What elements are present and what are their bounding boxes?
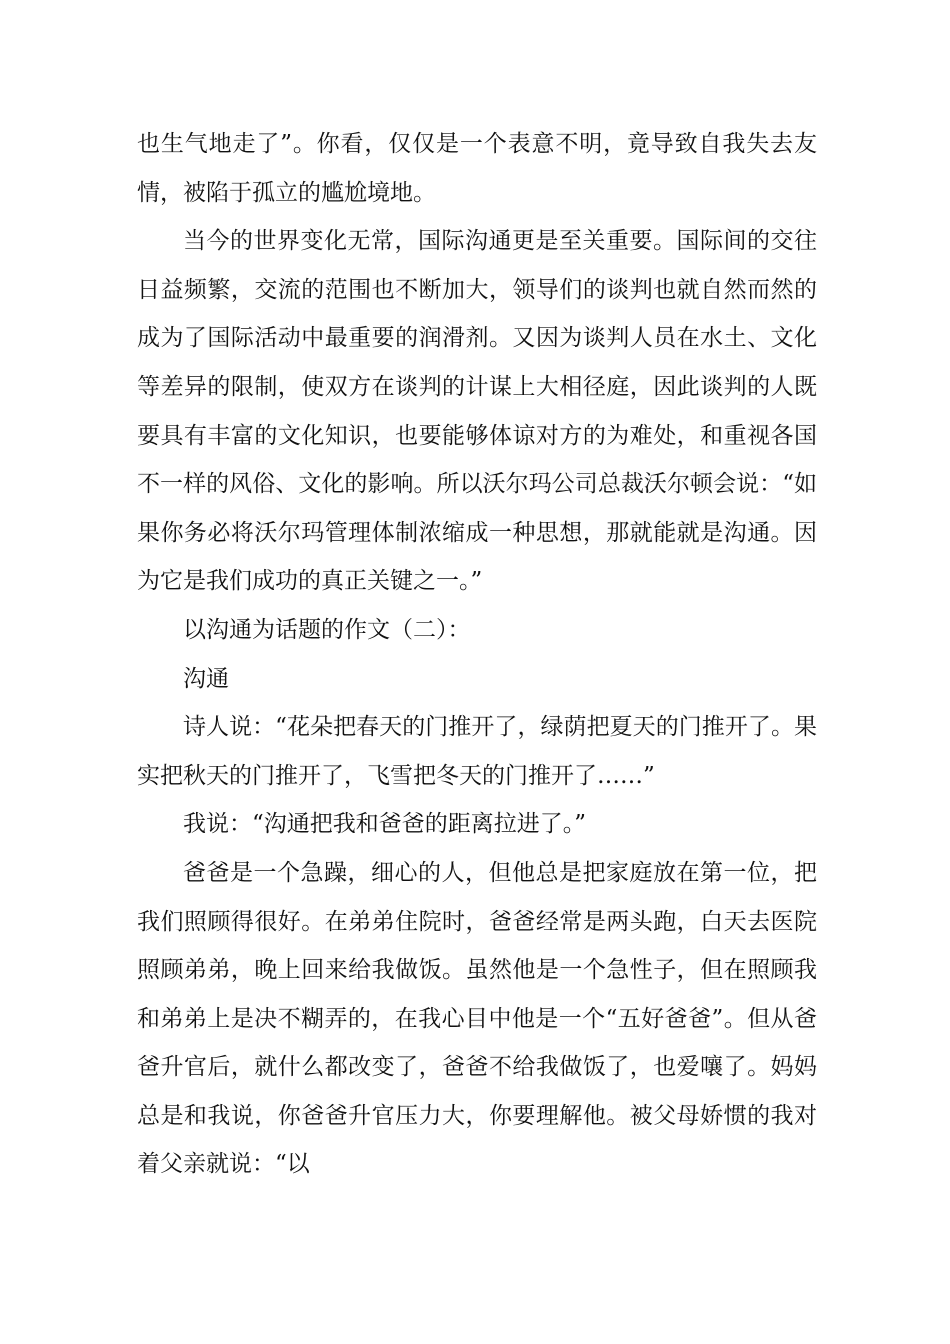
document-body	[137, 120, 817, 1189]
paragraph-continuation: 也生气地走了”。你看，仅仅是一个表意不明，竟导致自我失去友情，被陷于孤立的尴尬境地。	[137, 131, 817, 206]
paragraph-my-quote: 我说：“沟通把我和爸爸的距离拉进了。”	[183, 811, 587, 838]
section-heading: 以沟通为话题的作文（二）：	[183, 616, 471, 643]
paragraph-international-communication: 当今的世界变化无常，国际沟通更是至关重要。国际间的交往日益频繁，交流的范围也不断加大，领导们的谈判也就自然而然的成为了国际活动中最重要的润滑剂。又因为谈判人员在水土、文化等差异的限制，使双方在谈判的计谋上大相径庭，因此谈判的人既要具有丰富的文化知识，也要能够体谅对方的为难处，和重视各国不一样的风俗、文化的影响。所以沃尔玛公司总裁沃尔顿会说：“如果你务必将沃尔玛管理体制浓缩成一种思想，那就能就是沟通。因为它是我们成功的真正关键之一。”	[137, 228, 817, 595]
essay-title: 沟通	[183, 665, 229, 692]
paragraph-poet-quote: 诗人说：“花朵把春天的门推开了，绿荫把夏天的门推开了。果实把秋天的门推开了，飞雪把冬天的门推开了……”	[137, 714, 817, 789]
paragraph-father: 爸爸是一个急躁，细心的人，但他总是把家庭放在第一位，把我们照顾得很好。在弟弟住院时，爸爸经常是两头跑，白天去医院照顾弟弟，晚上回来给我做饭。虽然他是一个急性子，但在照顾我和弟弟上是决不糊弄的，在我心目中他是一个“五好爸爸”。但从爸爸升官后，就什么都改变了，爸爸不给我做饭了，也爱嚷了。妈妈总是和我说，你爸爸升官压力大，你要理解他。被父母娇惯的我对着父亲就说：“以	[137, 859, 817, 1178]
